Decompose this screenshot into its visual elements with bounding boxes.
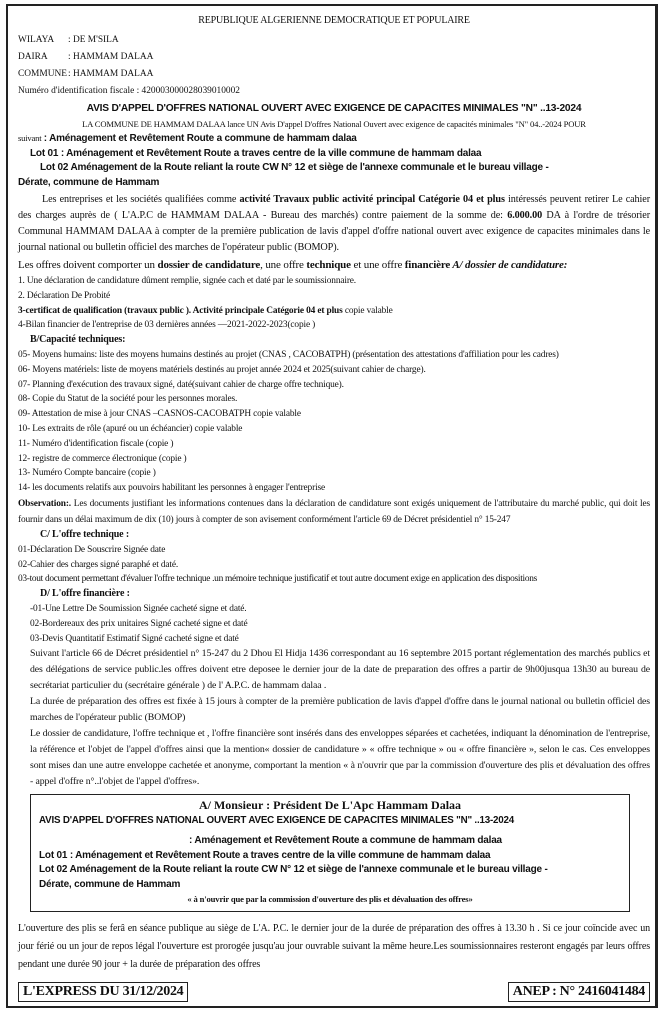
section-b-title: B/Capacité techniques: [30,334,126,346]
envelope-lot-01: Lot 01 : Aménagement et Revêtement Route a traves centre de la ville commune de hammam dalaa [39,849,491,861]
list-item: 14- les documents relatifs aux pouvoirs habilitant les personnes à engager l'entreprise [18,483,326,494]
fiscal-id: Numéro d'identification fiscale : 420003000028039010002 [18,86,240,96]
text: copie valable [342,305,393,316]
daira-line [18,49,650,66]
commune-line [18,66,650,83]
envelope-recipient: A/ Monsieur : Président De L'Apc Hammam Dalaa [198,798,462,813]
wilaya-line [18,32,650,49]
envelope-lot-02: Lot 02 Aménagement de la Route reliant la route CW N° 12 et siège de l'annexe communale et le bureau village - [39,864,548,876]
lot-02-continued: Dérate, commune de Hammam [18,176,160,188]
tender-notice [18,10,650,1002]
list-item: 02-Cahier des charges signé paraphé et daté. [18,559,179,570]
page-border [6,4,658,1008]
section-a-title: A/ dossier de candidature: [450,259,568,271]
commune-value: : HAMMAM DALAA [68,69,154,79]
envelope-title: AVIS D'APPEL D'OFFRES NATIONAL OUVERT AVEC EXIGENCE DE CAPACITES MINIMALES "N" ..13-2024 [39,815,515,827]
list-item: 09- Attestation de mise à jour CNAS –CASNOS-CACOBATPH copie valable [18,409,301,420]
lot-02: Lot 02 Aménagement de la Route reliant la route CW N° 12 et siège de l'annexe communale et le bureau village - [40,162,549,173]
envelope-object: : Aménagement et Revêtement Route a commune de hammam dalaa [189,835,502,847]
text-bold: activité Travaux public activité principal Catégorie 04 et plus [239,194,505,205]
paragraph-ouverture: L'ouverture des plis se ferâ en séance publique au siège de L'A. P.C. le dernier jour de la durée de préparation des offres à 13.30 h . Si ce jour coïncide avec un jour férié ou un jour de repos légal l'ouverture est prorogée jusqu'au jour ouvrable suivant la même heure.Les soumissionnaires resteront engagés par leurs offres pendant une durée 90 jour + la durée de préparation des offres [18,923,650,971]
list-item: 03-Devis Quantitatif Estimatif Signé cacheté signe et daté [30,633,239,644]
text-bold: technique [306,259,351,271]
commune-label: COMMUNE [18,69,67,79]
daira-value: : HAMMAM DALAA [68,52,154,62]
envelope-mention: « à n'ouvrir que par la commission d'ouverture des plis et dévaluation des offres» [187,894,473,905]
anep-number: ANEP : N° 2416041484 [508,982,650,1002]
text-bold: financière [404,259,451,271]
list-item [18,304,650,319]
daira-label: DAIRA [18,52,48,62]
footer [18,982,650,1002]
envelope-lot-02-continued: Dérate, commune de Hammam [39,878,181,890]
list-item: 11- Numéro d'identification fiscale (copie ) [18,438,174,449]
list-item: 06- Moyens matériels: liste de moyens matériels destinés au projet année 2024 et 2025(suivant cahier de charge). [18,364,426,375]
list-item: 02-Bordereaux des prix unitaires Signé cacheté signe et daté [30,618,248,629]
list-item: 13- Numéro Compte bancaire (copie ) [18,468,156,479]
notice-object: : Aménagement et Revêtement Route a commune de hammam dalaa [43,133,357,144]
text: Les entreprises et les sociétés qualifiées comme [42,194,240,205]
wilaya-label: WILAYA [18,35,55,45]
observation [18,496,650,528]
paragraph-dossier: Le dossier de candidature, l'offre technique et , l'offre financière sont insérés dans des enveloppes séparées et cachetées, indiquant la dénomination de l'entreprise, la référence et l'objet de l'appel d'offres ainsi que la mention« dossier de candidature » « offre technique » ou « offre financière », selon le cas. Ces enveloppes sont mises dan une autre enveloppe cachetée et anonyme, comportant la mention « à n'ouvrir que par la commission d'ouverture des plis et dévaluation des offres - appel d'offre n°..l'objet de l'appel d'offres». [30,728,650,788]
text: DA à l'ordre de trésorier Communal HAMMAM DALAA à compter de la première publication de lavis d'appel d'offre national ouvert avec exigence de capacites minimales dans le journal national ou bulletin officiel des marches de l'opérateur public (BOMOP). [18,210,650,253]
list-item: 4-Bilan financier de l'entreprise de 03 dernières années —2021-2022-2023(copie ) [18,320,316,331]
section-d-title: D/ L'offre financière : [40,588,130,600]
list-item: 1. Une déclaration de candidature dûment remplie, signée cach et daté par le soumissionnaire. [18,276,356,286]
publication-date: L'EXPRESS DU 31/12/2024 [18,982,188,1002]
observation-label: Observation:. [18,498,71,509]
text: intéressés peuvent retirer Le cahier des charges auprès de ( L'A.P.C de HAMMAM DALAA - Bureau des marchés) contre paiement de la somme de: [18,194,650,221]
text: Les offres doivent comporter un [18,259,158,271]
list-item: 12- registre de commerce électronique (copie ) [18,453,187,464]
paragraph-duree: La durée de préparation des offres est fixée à 15 jours à compter de la première publication de lavis d'appel d'offre dans le journal national ou bulletin officiel des marches de l'opérateur public (BOMOP) [30,696,650,724]
list-item: 08- Copie du Statut de la société pour les personnes morales. [18,394,238,405]
list-item: 07- Planning d'exécution des travaux signé, daté(suivant cahier de charge offre technique). [18,379,344,390]
list-item: 05- Moyens humains: liste des moyens humains destinés au projet (CNAS , CACOBATPH) (présentation des attestations d'affiliation pour les cadres) [18,349,559,360]
list-item: -01-Une Lettre De Soumission Signée cacheté signe et daté. [30,603,247,614]
offres-heading [18,256,650,274]
notice-object-line [18,131,650,147]
observation-text: Les documents justifiant les informations contenues dans la déclaration de candidature sont exigés uniquement de l'attributaire du marché public, qui doit les fournir dans un délai maximum de dix (10) jours à compter de son avisement conformément l'article 69 de Décret présidentiel n° 15-247 [18,498,650,525]
lot-01: Lot 01 : Aménagement et Revêtement Route a traves centre de la ville commune de hammam dalaa [30,147,482,159]
list-item: 01-Déclaration De Souscrire Signée date [18,544,166,555]
list-item: 03-tout document permettant d'évaluer l'offre technique .un mémoire technique justificatif et tout autre document exige en application des dispositions [18,574,537,585]
list-item: 2. Déclaration De Probité [18,290,111,301]
text-bold: 3-certificat de qualification (travaux public ). Activité principale Catégorie 04 et plus [18,305,343,316]
text: et une offre [350,259,405,271]
wilaya-value: : DE M'SILA [68,35,119,45]
paragraph-retrait [18,192,650,256]
amount: 6.000.00 [507,210,543,221]
envelope-label-box [30,794,630,912]
notice-title: AVIS D'APPEL D'OFFRES NATIONAL OUVERT AVEC EXIGENCE DE CAPACITES MINIMALES "N" ..13-2024 [86,103,582,114]
notice-intro: LA COMMUNE DE HAMMAM DALAA lance UN Avis D'appel D'offres National Ouvert avec exigence de capacités minimales "N" 04..-2024 POUR [82,119,586,129]
suivant-label: suivant [18,133,42,143]
text: , une offre [260,259,307,271]
text-bold: dossier de candidature [157,259,261,271]
list-item: 10- Les extraits de rôle (apuré ou un échéancier) copie valable [18,423,243,434]
republic-heading: REPUBLIQUE ALGERIENNE DEMOCRATIQUE ET POPULAIRE [198,15,470,26]
paragraph-depot: Suivant l'article 66 de Décret présidentiel n° 15-247 du 2 Dhou El Hidja 1436 correspondant au 16 septembre 2015 portant réglementation des marchés publics et des délégations de service public.les offres doivent etre deposee le dernier jour de la date de preparation des offres a partir de 9h00jusqua 13h30 au bureau de secrétariat particulier du (secrétaire générale ) de l' A.P.C. de hammam dalaa . [30,648,650,692]
section-c-title: C/ L'offre technique : [40,528,130,540]
